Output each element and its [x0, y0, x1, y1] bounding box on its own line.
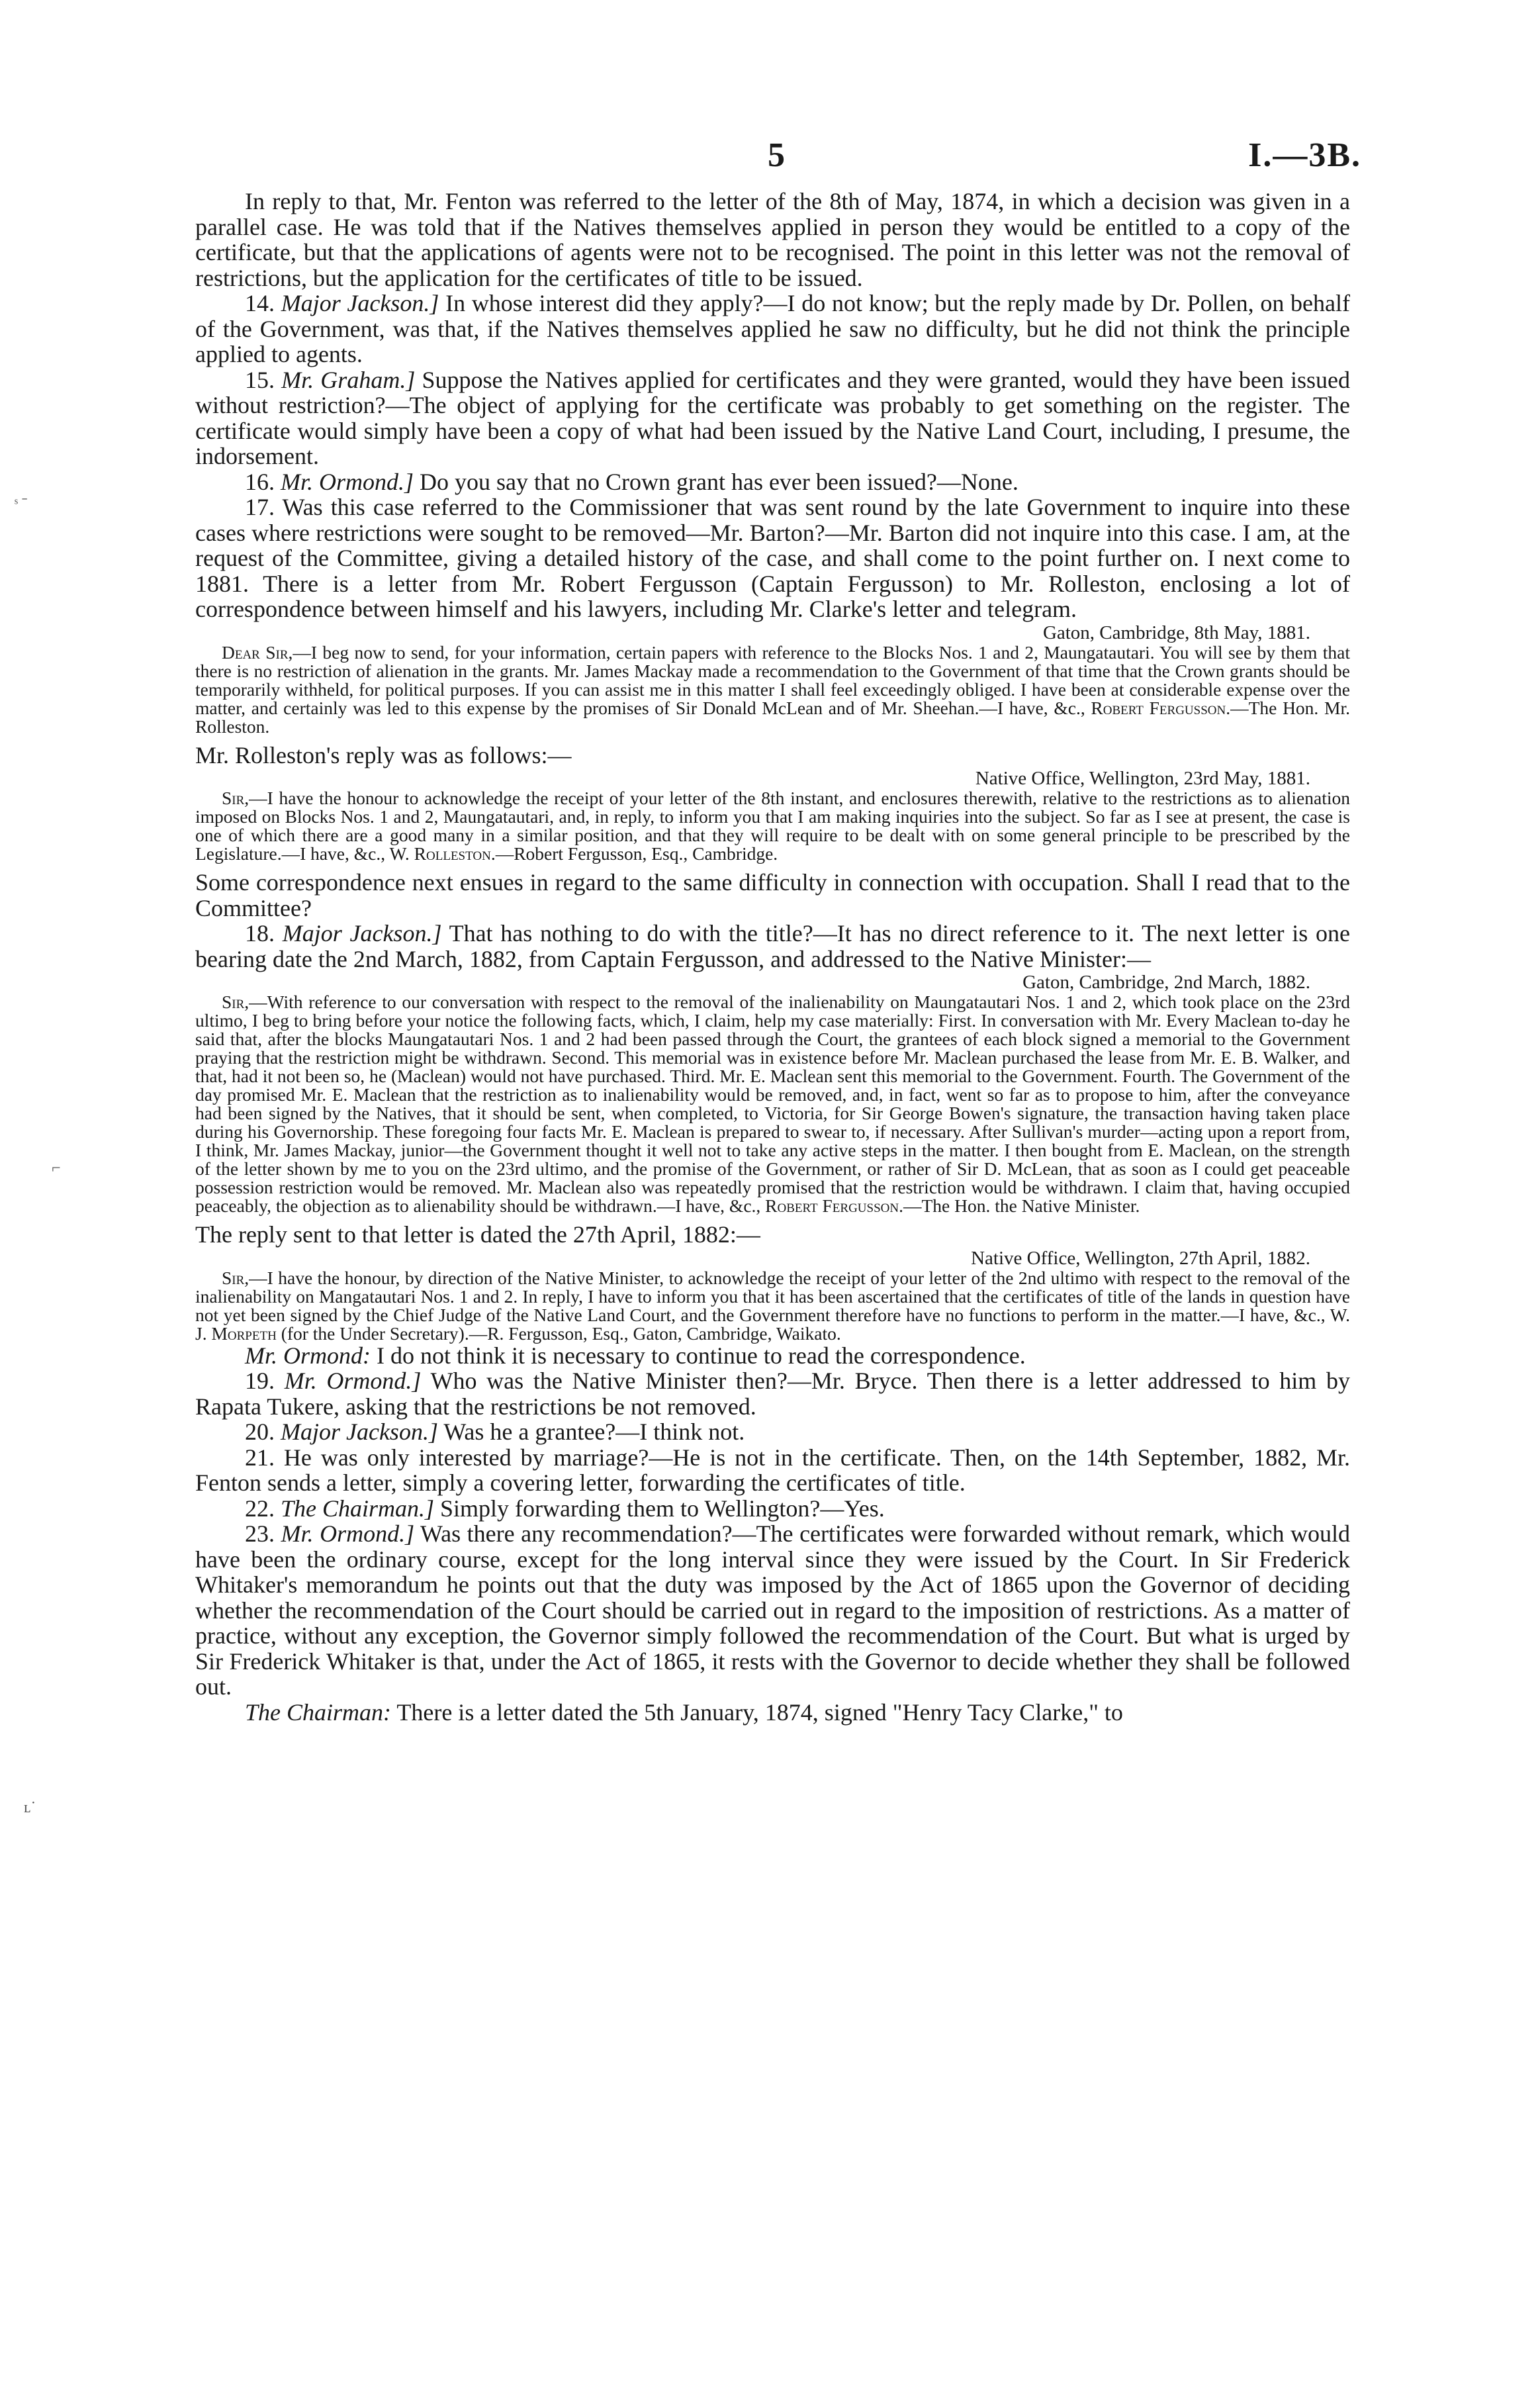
question-text: Simply forwarding them to Wellington?—Yes.: [440, 1495, 885, 1522]
question-number: 19.: [245, 1367, 275, 1394]
letter-tail: .—The Hon. Mr. Rolleston.: [195, 697, 1350, 737]
letter-tail: .—Robert Fergusson, Esq., Cambridge.: [490, 843, 778, 864]
paragraph-text: In reply to that, Mr. Fenton was referred to the letter of the 8th of May, 1874, in which a decision was given in a parallel case. He was told that if the Natives themselves applied in person they would be entitled to a copy of the certificate, but that the applications of agents were not to be recognised. The point in this letter was not the removal of restrictions, but the application for the certificates of title to be issued.: [195, 188, 1350, 291]
question-answer: [195, 1445, 1350, 1496]
letter-text: ,—I beg now to send, for your information, certain papers with reference to the Blocks Nos. 1 and 2, Maungatautari. You will see by them that there is no restriction of alienation in the grants. Mr. James Mackay made a recommendation to the Government of that time that the Crown grants should be temporarily withheld, for political purposes. If you can assist me in this matter I shall feel exceedingly obliged. I have been at considerable expense over the matter, and certainly was led to this expense by the promises of Sir Donald McLean and of Mr. Sheehan.—I have, &c.,: [195, 641, 1351, 718]
question-text: Was he a grantee?—I think not.: [443, 1418, 745, 1445]
speaker-name: Mr. Ormond.]: [281, 468, 414, 495]
question-answer: [195, 1343, 1350, 1369]
paragraph: [195, 743, 1350, 768]
question-text: Was there any recommendation?—The certificates were forwarded without remark, which would have been the ordinary course, except for the long interval since they were issued by the Court. In Sir Frederick Whitaker's memorandum he points out that the duty was imposed by the Act of 1865 upon the Governor of deciding whether the recommendation of the Court should be carried out in regard to the imposition of restrictions. As a matter of practice, without any exception, the Governor simply followed the recommendation of the Court. But what is urged by Sir Frederick Whitaker is that, under the Act of 1865, it rests with the Governor to decide whether they shall be followed out.: [195, 1520, 1350, 1700]
question-answer: [195, 469, 1350, 495]
letter-address: [195, 1248, 1350, 1269]
question-answer: [195, 291, 1350, 367]
speaker-name: Major Jackson.]: [281, 1418, 438, 1445]
speaker-name: Mr. Ormond:: [245, 1342, 371, 1369]
paragraph-text: Some correspondence next ensues in regard to the same difficulty in connection with occupation. Shall I read that to the Committee?: [195, 869, 1350, 921]
question-text: He was only interested by marriage?—He is not in the certificate. Then, on the 14th September, 1882, Mr. Fenton sends a letter, simply a covering letter, forwarding the certificates of title.: [195, 1444, 1351, 1496]
letter-address-text: Gaton, Cambridge, 8th May, 1881.: [1042, 622, 1310, 643]
letter-address: [195, 622, 1350, 643]
question-number: 21.: [245, 1444, 275, 1471]
question-number: 16.: [245, 468, 275, 495]
letter-address: [195, 972, 1350, 993]
speaker-name: Major Jackson.]: [281, 290, 439, 316]
question-answer: [195, 494, 1350, 622]
question-text: Who was the Native Minister then?—Mr. Bryce. Then there is a letter addressed to him by Rapata Tukere, asking that the restrictions be not removed.: [195, 1367, 1351, 1420]
question-answer: [195, 1496, 1350, 1522]
question-number: 23.: [245, 1520, 275, 1547]
question-number: 18.: [245, 920, 275, 947]
letter-text: ,—I have the honour, by direction of the Native Minister, to acknowledge the receipt of your letter of the 2nd ultimo with respect to the removal of the inalienability on Mangatautari Nos. 1 and 2. In reply, I have to inform you that it has been ascertained that the certificates of title of the lands in question have not yet been signed by the Chief Judge of the Native Land Court, and the Government therefore have no functions to perform in the matter.—I have, &c., W. J.: [195, 1267, 1350, 1344]
speaker-name: Mr. Graham.]: [281, 366, 416, 393]
question-text: There is a letter dated the 5th January, 1874, signed "Henry Tacy Clarke," to: [396, 1698, 1123, 1726]
document-body: [195, 189, 1350, 1725]
letter-salutation: Sir: [222, 788, 245, 808]
speaker-name: The Chairman.]: [281, 1495, 435, 1522]
letter-salutation: Dear Sir: [222, 641, 289, 663]
question-number: 15.: [245, 366, 275, 393]
letter-body: [195, 643, 1350, 736]
paragraph: [195, 1222, 1350, 1248]
document-reference: I.—3B.: [1248, 136, 1361, 174]
question-text: Suppose the Natives applied for certificates and they were granted, would they have been issued without restriction?—The object of applying for the certificate was probably to get something on the register. The certificate would simply have been a copy of what had been issued by the Native Land Court, including, I presume, the indorsement.: [195, 366, 1351, 469]
question-answer: [195, 921, 1350, 972]
speaker-name: Mr. Ormond.]: [281, 1520, 415, 1547]
question-answer: [195, 1521, 1350, 1700]
letter-body: [195, 1269, 1350, 1343]
letter-body: [195, 789, 1350, 863]
paragraph: [195, 189, 1350, 291]
letter-signature: Rolleston: [414, 843, 491, 864]
question-number: 17.: [245, 494, 275, 520]
letter-text: ,—With reference to our conversation with respect to the removal of the inalienability on Maungatautari Nos. 1 and 2, which took place on the 23rd ultimo, I beg to bring before your notice the following facts, which, I claim, help my case materially: First. In conversation with Mr. Every Maclean to-day he said that, after the blocks Maungatautari Nos. 1 and 2 had been passed through the Court, the grantees of each block signed a memorial to the Government praying that the restriction might be withdrawn. Second. This memorial was in existence before Mr. Maclean purchased the lease from Mr. E. B. Walker, and that, had it not been so, he (Maclean) would not have purchased. Third. Mr. E. Maclean sent this memorial to the Government. Fourth. The Government of the day promised Mr. E. Maclean that the restriction as to inalienability would be removed, and, in fact, went so far as to propose to him, after the conveyance had been signed by the Natives, that it should be sent, when completed, to Victoria, for Sir George Bowen's signature, the transaction having taken place during his Governorship. These foregoing four facts Mr. E. Maclean is prepared to swear to, if necessary. After Sullivan's murder—acting upon a report from, I think, Mr. James Mackay, junior—the Government thought it well not to take any active steps in the matter. I then bought from E. Maclean, on the strength of the letter shown by me to you on the 23rd ultimo, and the promise of the Government, or rather of Sir D. McLean, that as soon as I could get peaceable possession restriction would be removed. Mr. Maclean also was repeatedly promised that the restriction would be withdrawn. I claim that, having occupied peaceably, the objection as to alienability should be withdrawn.—I have, &c.,: [195, 992, 1350, 1216]
question-text: Was this case referred to the Commissioner that was sent round by the late Government to inquire into these cases where restrictions were sought to be removed—Mr. Barton?—Mr. Barton did not inquire into this case. I am, at the request of the Committee, giving a detailed history of the case, and shall come to the point further on. I next come to 1881. There is a letter from Mr. Robert Fergusson (Captain Fergusson) to Mr. Rolleston, enclosing a lot of correspondence between himself and his lawyers, including Mr. Clarke's letter and telegram.: [195, 494, 1350, 622]
letter-signature: Robert Fergusson: [765, 1195, 899, 1216]
question-number: 22.: [245, 1495, 275, 1522]
question-answer: [195, 1368, 1350, 1419]
speaker-name: Major Jackson.]: [282, 920, 442, 947]
letter-tail: .—The Hon. the Native Minister.: [899, 1195, 1140, 1216]
question-text: I do not think it is necessary to continue to read the correspondence.: [377, 1342, 1026, 1369]
question-text: That has nothing to do with the title?—It has no direct reference to it. The next letter is one bearing date the 2nd March, 1882, from Captain Fergusson, and addressed to the Native Minister:—: [195, 920, 1350, 972]
paragraph: [195, 870, 1350, 921]
page-number: 5: [768, 136, 785, 174]
question-number: 20.: [245, 1418, 275, 1445]
question-answer: [195, 367, 1350, 469]
paragraph-text: The reply sent to that letter is dated the 27th April, 1882:—: [195, 1221, 760, 1248]
letter-signature: Morpeth: [211, 1322, 277, 1344]
question-text: In whose interest did they apply?—I do not know; but the reply made by Dr. Pollen, on behalf of the Government, was that, if the Natives themselves applied he saw no difficulty, but he did not think the principle applied to agents.: [195, 290, 1350, 367]
speaker-name: Mr. Ormond.]: [284, 1367, 422, 1394]
letter-salutation: Sir: [222, 992, 245, 1012]
question-number: 14.: [245, 290, 275, 316]
paragraph-text: Mr. Rolleston's reply was as follows:—: [195, 741, 572, 768]
margin-mark: ˢ ˉ: [15, 495, 28, 512]
letter-address: [195, 768, 1350, 789]
margin-mark: ⌐: [52, 1160, 61, 1177]
speaker-name: The Chairman:: [245, 1698, 392, 1726]
letter-address-text: Native Office, Wellington, 23rd May, 1881.: [975, 768, 1310, 789]
letter-text: ,—I have the honour to acknowledge the receipt of your letter of the 8th instant, and enclosures therewith, relative to the restrictions as to alienation imposed on Blocks Nos. 1 and 2, Maungatautari, and, in reply, to inform you that I am making inquiries into the subject. So far as I see at present, the case is one of which there are a good many in a similar position, and that they will require to be dealt with on some general principle to be prescribed by the Legislature.—I have, &c., W.: [195, 788, 1350, 864]
margin-mark: ʟ˙: [24, 1799, 36, 1816]
letter-address-text: Native Office, Wellington, 27th April, 1882.: [971, 1247, 1310, 1269]
letter-tail: (for the Under Secretary).—R. Fergusson, Esq., Gaton, Cambridge, Waikato.: [276, 1322, 841, 1344]
letter-signature: Robert Fergusson: [1091, 697, 1226, 718]
question-text: Do you say that no Crown grant has ever been issued?—None.: [420, 468, 1019, 495]
letter-salutation: Sir: [222, 1267, 245, 1288]
letter-body: [195, 993, 1350, 1215]
question-answer: [195, 1700, 1350, 1726]
letter-address-text: Gaton, Cambridge, 2nd March, 1882.: [1022, 972, 1310, 993]
question-answer: [195, 1419, 1350, 1445]
